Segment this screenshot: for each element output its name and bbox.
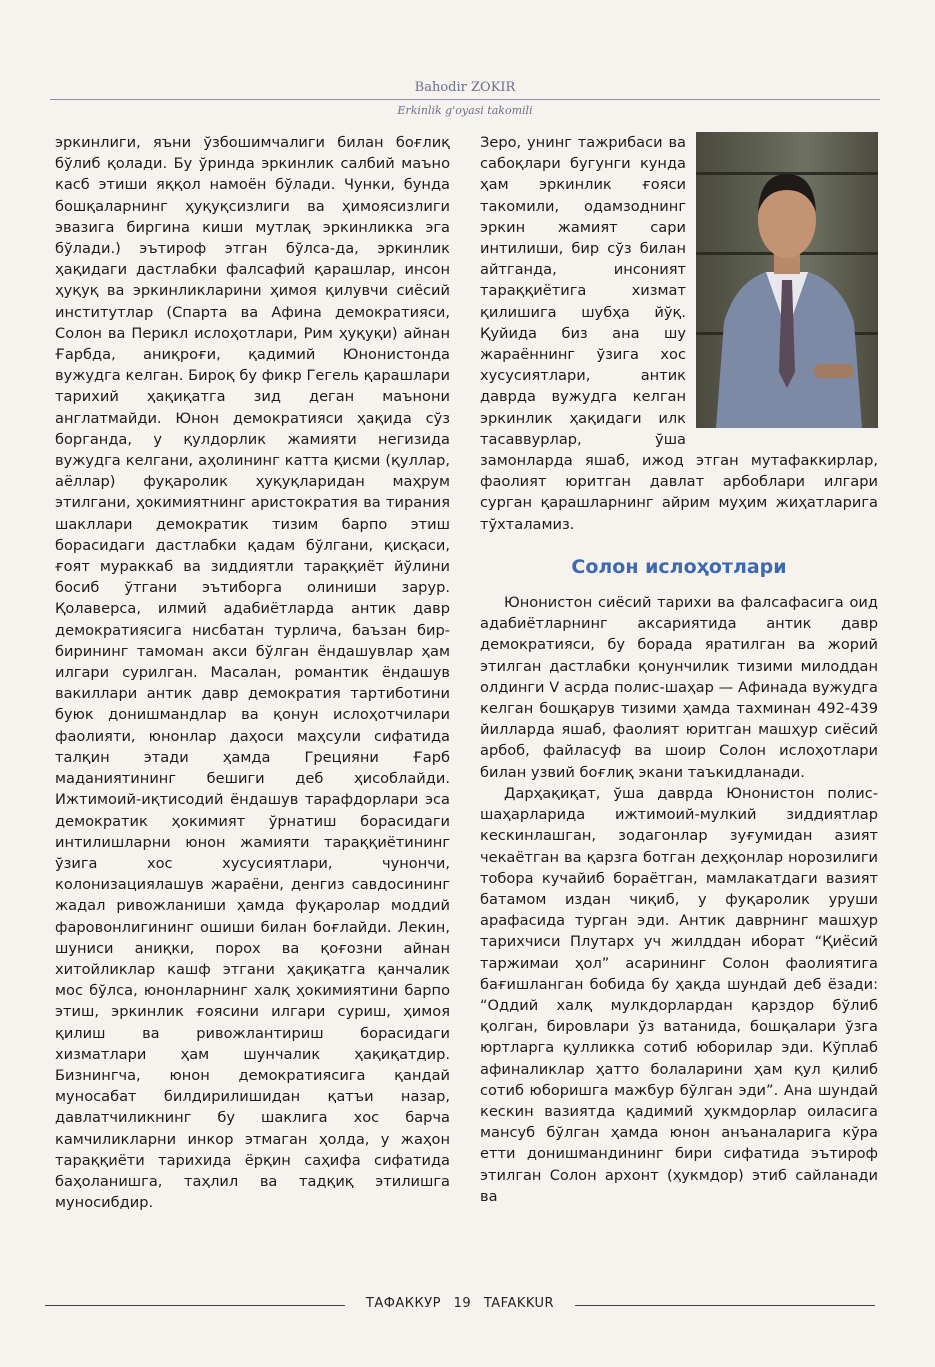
right-paragraph: Юнонистон сиёсий тарихи ва фалсафасига оид адабиётларнинг аксариятида антик давр демократияси, бу борада яратилган ва жорий этилган дастлабки қонунчилик тизими милоддан олдинги V асрда полис-шаҳар — Афинада вужудга келган бошқарув тизими ҳамда тахминан 492-439 йилларда яшаб, фаолият юритган машҳур сиёсий арбоб, файласуф ва шоир Солон ислоҳотлари билан узвий боғлиқ экани таъкидланади. (480, 594, 878, 781)
footer-label (345, 1296, 575, 1311)
right-paragraph-intro: Зеро, унинг тажрибаси ва сабоқлари бугунги кунда ҳам эркинлик ғояси такомили, одамзоднинг эркин жамият сари интилиши, бир сўз билан айтганда, инсоният тараққиётига хизмат қилишига шубҳа йўқ. Қуйида биз ана шу жараённинг ўзига хос хусусиятлари, антик даврда вужудга келган эркинлик ҳақидаги илк тасаввурлар, ўша замонларда яшаб, ижод этган мутафаккирлар, фаолият юритган давлат арбоблари илгари сурган қарашларнинг айрим муҳим жиҳатларига тўхталамиз. (480, 134, 878, 533)
footer-rule (45, 1305, 345, 1306)
footer-magazine-latin: TAFAKKUR (483, 1296, 555, 1311)
author-photo (696, 132, 878, 428)
running-title: Erkinlik g'oyasi takomili (397, 104, 533, 117)
right-paragraph: Дарҳақиқат, ўша даврда Юнонистон полис-шаҳарларида ижтимоий-мулкий зиддиятлар кескинлашган, зодагонлар зуғумидан азият чекаётган ва қарзга ботган деҳқонлар норозилиги тобора кучайиб бораётган, мамлакатдаги вазият батамом издан чиқиб, у фуқаролик уруши арафасида турган эди. Антик даврнинг машҳур тарихчиси Плутарх уч жилддан иборат “Қиёсий таржимаи ҳол” асарининг Солон фаолиятига бағишланган бобида бу ҳақда шундай деб ёзади: “Оддий халқ мулкдорлардан қарздор бўлиб қолган, бировлари ўз ватанида, бошқалари ўзга юртларга қулликка сотиб юборилар эди. Кўплаб афиналиклар ҳатто болаларини ҳам қул қилиб сотиб юборишга мажбур бўлган эди”. Ана шундай кескин вазиятда қадимий ҳукмдорлар оиласига мансуб бўлган ҳамда юнон анъаналарига кўра етти донишмандининг бири сифатида эътироф этилган Солон архонт (ҳукмдор) этиб сайланади ва (480, 784, 878, 1205)
left-column (55, 132, 450, 1213)
left-paragraph: эркинлиги, яъни ўзбошимчалиги билан боғлиқ бўлиб қолади. Бу ўринда эркинлик салбий маъно касб этиши яққол намоён бўлади. Чунки, бунда бошқаларнинг ҳуқуқсизлиги ва ҳимоясизлиги эвазига биргина киши мутлақ эркинликка эга бўлади.) эътироф этган бўлса-да, эркинлик ҳақидаги дастлабки фалсафий қарашлар, инсон ҳуқуқ ва эркинликларини ҳимоя қилувчи сиёсий институтлар (Спарта ва Афина демократияси, Солон ва Перикл ислоҳотлари, Рим ҳуқуқи) айнан Ғарбда, аниқроғи, қадимий Юнонистонда вужудга келган. Бироқ бу фикр Гегель қарашлари тарихий ҳақиқатга зид деган маънони англатмайди. Юнон демократияси ҳақида сўз борганда, у қулдорлик жамияти негизида вужудга келгани, аҳолининг катта қисми (қуллар, аёллар) фуқаролик ҳуқуқларидан маҳрум этилгани, ҳокимиятнинг аристократия ва тирания шакллари демократик тизим барпо этиш борасидаги дастлабки қадам бўлгани, қисқаси, ғоят мураккаб ва зиддиятли тараққиёт йўлини босиб ўтгани эътиборга олиниши зарур. Қолаверса, илмий адабиётларда антик давр демократиясига нисбатан турлича, баъзан бир-бирининг тамоман акси бўлган ёндашувлар ҳам илгари сурилган. Масалан, романтик ёндашув вакиллари антик давр демократия тартиботини буюк донишмандлар ва қонун ислоҳотчилари фаолияти, юнонлар даҳоси маҳсули сифатида талқин этади ҳамда Грецияни Ғарб маданиятининг бешиги деб ҳисоблайди. Ижтимоий-иқтисодий ёндашув тарафдорлари эса демократик ҳокимият ўрнатиш борасидаги интилишларни юнон жамияти тараққиётининг ўзига хос хусусиятлари, чунончи, колонизациялашув жараёни, денгиз савдосининг жадал ривожланиши ҳамда фуқаролар моддий фаровонлигининг ошиши билан боғлайди. Лекин, шуниси аниқки, порох ва қоғозни айнан хитойликлар кашф этгани ҳақиқатга қанчалик мос бўлса, юнонларнинг халқ ҳокимиятини барпо этиш, эркинлик ғоясини илгари суриш, ҳимоя қилиш ва ривожлантириш борасидаги хизматлари ҳам шунчалик ҳақиқатдир. Бизнингча, юнон демократиясига қандай муносабат билдирилишидан қатъи назар, давлатчиликнинг бу шаклига хос барча камчиликларни инкор этмаган ҳолда, у жаҳон тараққиёти тарихида ёрқин саҳифа сифатида баҳоланишга, таҳлил ва тадқиқ этилишга муносибдир. (55, 134, 450, 1212)
footer-rule (575, 1305, 875, 1306)
footer-magazine-cyrillic: ТАФАККУР (365, 1296, 442, 1311)
author-name: Bahodir ZOKIR (414, 80, 516, 95)
page-number: 19 (453, 1296, 472, 1311)
person-illustration (696, 132, 878, 428)
header-rule (50, 99, 880, 100)
right-column (480, 132, 878, 1207)
page-header (50, 80, 880, 117)
section-heading: Солон ислоҳотлари (571, 555, 787, 578)
page-footer (45, 1296, 875, 1316)
